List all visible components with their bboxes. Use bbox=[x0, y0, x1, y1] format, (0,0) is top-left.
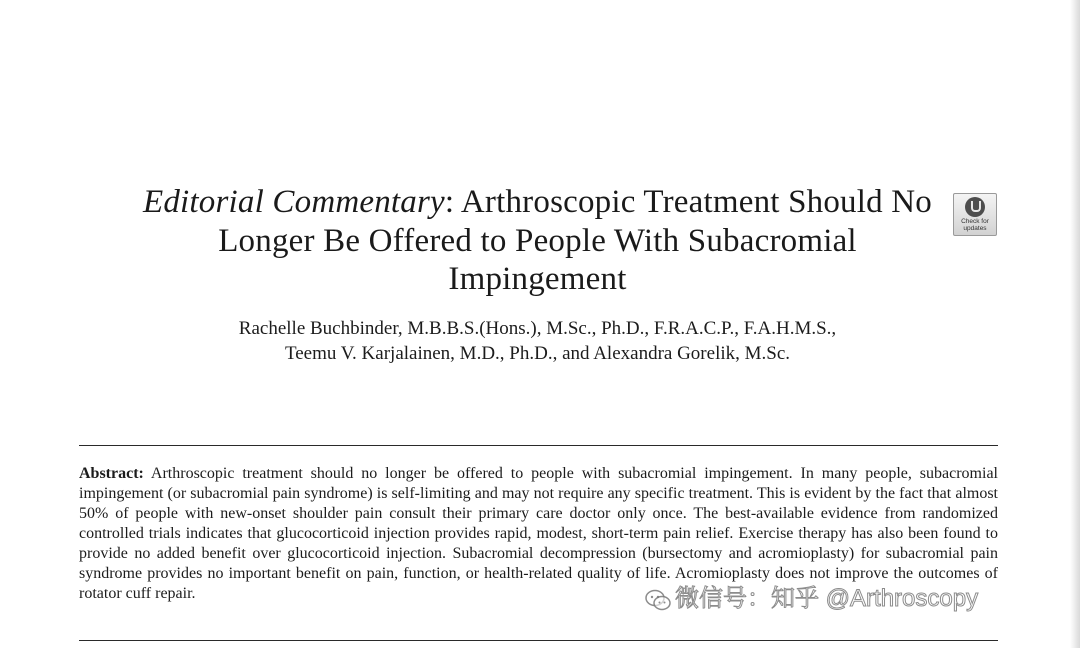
article-title bbox=[130, 183, 945, 299]
badge-label-line2: updates bbox=[963, 225, 987, 232]
author-list bbox=[130, 316, 945, 366]
badge-label-line1: Check for bbox=[961, 218, 989, 225]
title-main-part: : Arthroscopic Treatment Should No Longer Be Offered to People With Subacromial Impingement bbox=[218, 184, 933, 297]
authors-line-2: Teemu V. Karjalainen, M.D., Ph.D., and Alexandra Gorelik, M.Sc. bbox=[284, 343, 791, 364]
page-edge-shadow bbox=[1070, 0, 1080, 648]
abstract-top-rule bbox=[79, 445, 998, 446]
abstract-bottom-rule bbox=[79, 640, 998, 641]
badge-label bbox=[954, 218, 996, 232]
abstract-label: Abstract: bbox=[79, 465, 144, 482]
title-italic-part: Editorial Commentary bbox=[142, 184, 445, 220]
check-for-updates-badge[interactable] bbox=[953, 193, 997, 236]
watermark-text: 微信号：知乎 @Arthroscopy bbox=[675, 585, 979, 612]
abstract-paragraph bbox=[79, 464, 998, 604]
abstract-body: Arthroscopic treatment should no longer be offered to people with subacromial impingement. In many people, subacromial impingement (or subacromial pain syndrome) is self-limiting and may not require any specific treatment. This is evident by the fact that almost 50% of people with new-onset shoulder pain consult their primary care doctor only once. The best-available evidence from randomized controlled trials indicates that glucocorticoid injection provides rapid, modest, short-term pain relief. Exercise therapy has also been found to provide no added benefit over glucocorticoid injection. Subacromial decompression (bursectomy and acromioplasty) for subacromial pain syndrome provides no important benefit on pain, function, or health-related quality of life. Acromioplasty does not improve the outcomes of rotator cuff repair. bbox=[79, 465, 998, 602]
authors-line-1: Rachelle Buchbinder, M.B.B.S.(Hons.), M.Sc., Ph.D., F.R.A.C.P., F.A.H.M.S., bbox=[238, 318, 837, 339]
crossmark-icon bbox=[965, 197, 985, 217]
